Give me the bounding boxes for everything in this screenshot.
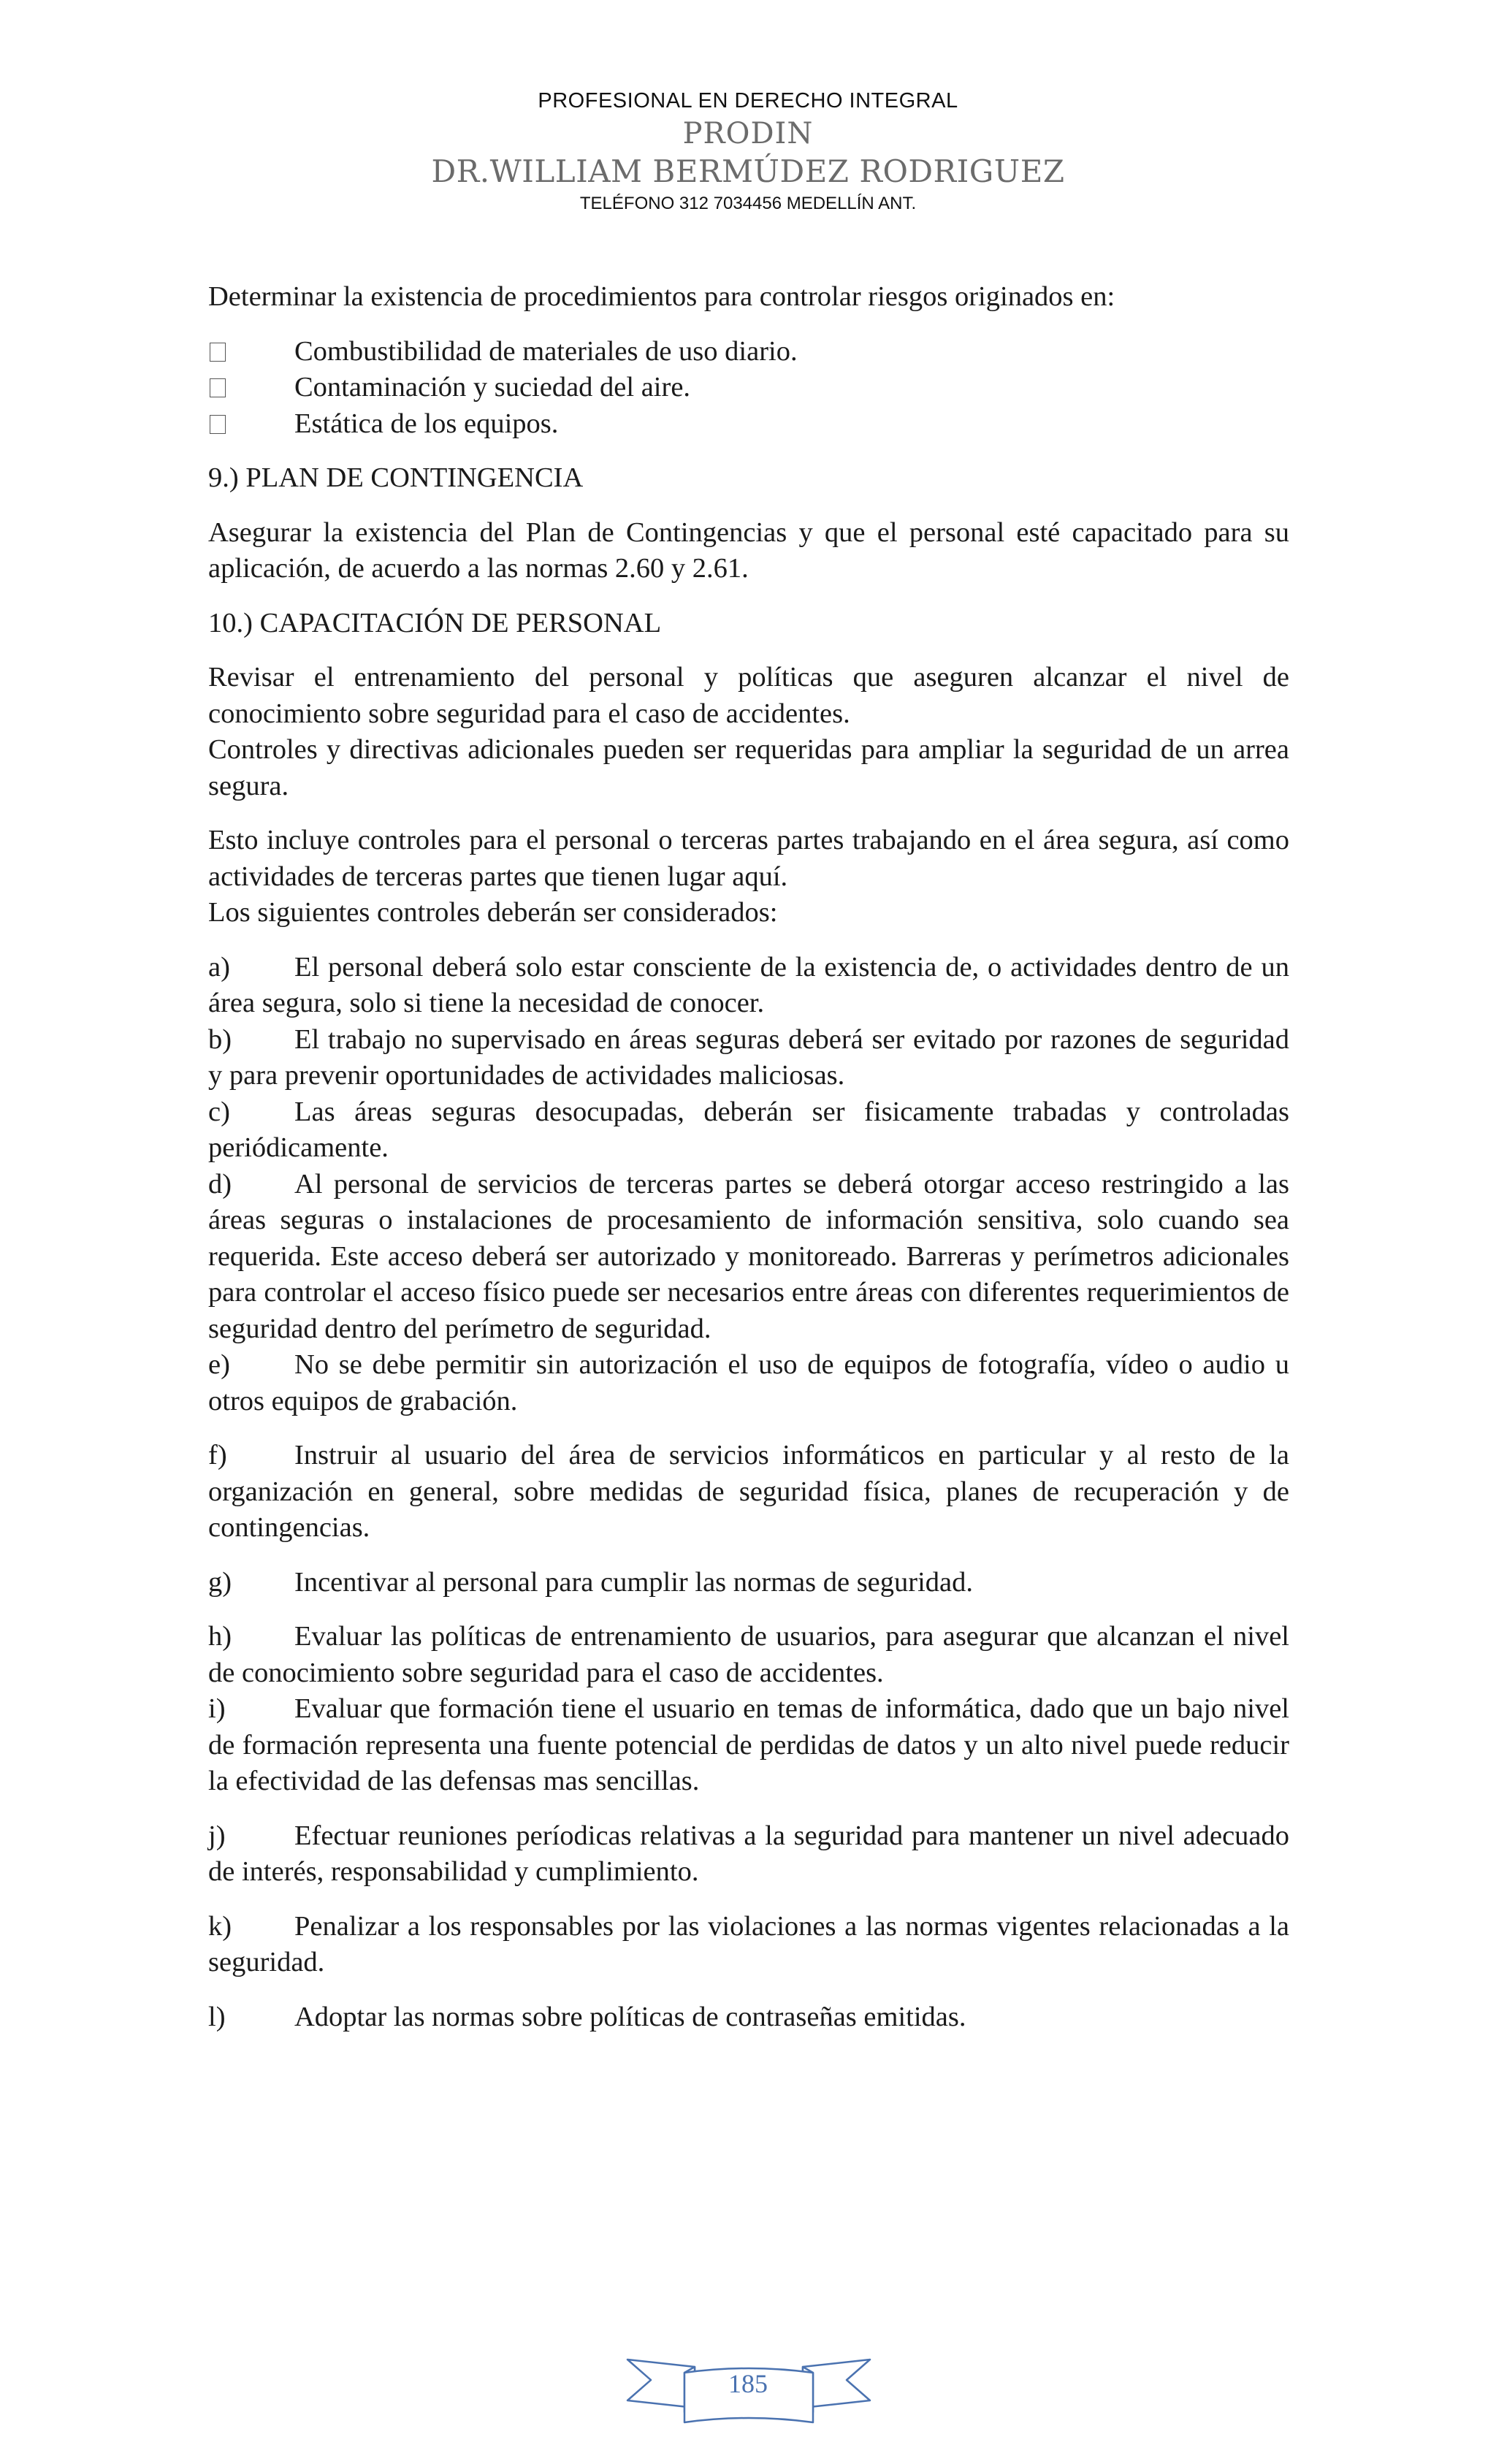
item-text: Evaluar las políticas de entrenamiento de usuarios, para asegurar que alcanzan el nivel de conocimiento sobre seguridad para el caso de accidentes. [208, 1621, 1289, 1688]
item-text: Efectuar reuniones períodicas relativas a la seguridad para mantener un nivel adecuado de interés, responsabilidad y cumplimiento. [208, 1820, 1289, 1887]
bullet-text: Estática de los equipos. [294, 408, 559, 439]
item-label: b) [208, 1023, 232, 1055]
item-label: i) [208, 1693, 226, 1724]
list-item-f [208, 1438, 1289, 1546]
list-item-c [208, 1094, 1289, 1167]
list-item-g [208, 1565, 1289, 1601]
list-item-d [208, 1167, 1289, 1348]
checkbox-bullet-icon [210, 415, 226, 434]
list-item-k [208, 1909, 1289, 1981]
section-10-heading: 10.) CAPACITACIÓN DE PERSONAL [208, 607, 662, 638]
page-number: 185 [728, 2369, 768, 2398]
bullet-item [208, 370, 1289, 406]
item-label: k) [208, 1910, 232, 1942]
list-item-h [208, 1619, 1289, 1691]
item-label: l) [208, 2001, 226, 2032]
bullet-text: Contaminación y suciedad del aire. [294, 372, 691, 403]
bullet-text: Combustibilidad de materiales de uso diario. [294, 335, 798, 367]
header-author: DR.WILLIAM BERMÚDEZ RODRIGUEZ [431, 153, 1065, 189]
checkbox-bullet-icon [210, 343, 226, 362]
header-firm-name: PROFESIONAL EN DERECHO INTEGRAL [538, 89, 958, 112]
item-text: El personal deberá solo estar consciente de la existencia de, o actividades dentro de un área segura, solo si tiene la necesidad de conocer. [208, 951, 1289, 1018]
item-text: Adoptar las normas sobre políticas de contraseñas emitidas. [294, 2001, 966, 2032]
item-label: f) [208, 1440, 227, 1471]
section-10-paragraph-4: Los siguientes controles deberán ser considerados: [208, 897, 778, 928]
page-header [0, 86, 1496, 216]
intro-paragraph: Determinar la existencia de procedimientos para controlar riesgos originados en: [208, 281, 1115, 312]
item-label: a) [208, 951, 230, 983]
section-10-paragraph-1: Revisar el entrenamiento del personal y políticas que aseguren alcanzar el nivel de conocimiento sobre seguridad para el caso de accidentes. [208, 662, 1289, 729]
item-text: No se debe permitir sin autorización el uso de equipos de fotografía, vídeo o audio u otros equipos de grabación. [208, 1349, 1289, 1416]
item-label: g) [208, 1566, 232, 1598]
checkbox-bullet-icon [210, 378, 226, 397]
item-text: El trabajo no supervisado en áreas seguras deberá ser evitado por razones de seguridad y para prevenir oportunidades de actividades maliciosas. [208, 1023, 1289, 1091]
bullet-item [208, 334, 1289, 370]
list-item-e [208, 1347, 1289, 1419]
bullet-item [208, 406, 1289, 443]
item-label: e) [208, 1349, 230, 1380]
list-item-j [208, 1818, 1289, 1891]
list-item-a [208, 950, 1289, 1022]
section-9-text: Asegurar la existencia del Plan de Contingencias y que el personal esté capacitado para su aplicación, de acuerdo a las normas 2.60 y 2.61. [208, 516, 1289, 584]
item-label: c) [208, 1096, 230, 1127]
item-text: Evaluar que formación tiene el usuario en temas de informática, dado que un bajo nivel de formación representa una fuente potencial de perdidas de datos y un alto nivel puede reducir la efectividad de las defensas mas sencillas. [208, 1693, 1289, 1796]
item-label: h) [208, 1621, 232, 1652]
item-text: Incentivar al personal para cumplir las normas de seguridad. [294, 1566, 974, 1598]
item-text: Al personal de servicios de terceras partes se deberá otorgar acceso restringido a las áreas seguras o instalaciones de procesamiento de información sensitiva, solo cuando sea requerida. Este acceso deberá ser autorizado y monitoreado. Barreras y perímetros adicionales para controlar el acceso físico puede ser necesarios entre áreas con diferentes requerimientos de seguridad dentro del perímetro de seguridad. [208, 1168, 1289, 1344]
item-label: j) [208, 1820, 226, 1851]
section-9-heading: 9.) PLAN DE CONTINGENCIA [208, 462, 584, 493]
item-text: Penalizar a los responsables por las violaciones a las normas vigentes relacionadas a la seguridad. [208, 1910, 1289, 1977]
header-acronym: PRODIN [682, 117, 814, 150]
list-item-b [208, 1022, 1289, 1094]
document-body [208, 279, 1289, 2035]
section-10-paragraph-2: Controles y directivas adicionales pueden ser requeridas para ampliar la seguridad de un arrea segura. [208, 734, 1289, 801]
section-10-paragraph-3: Esto incluye controles para el personal o terceras partes trabajando en el área segura, así como actividades de terceras partes que tienen lugar aquí. [208, 825, 1289, 892]
item-text: Instruir al usuario del área de servicios informáticos en particular y al resto de la organización en general, sobre medidas de seguridad física, planes de recuperación y de contingencias. [208, 1440, 1289, 1543]
item-text: Las áreas seguras desocupadas, deberán ser fisicamente trabadas y controladas periódicamente. [208, 1096, 1289, 1163]
list-item-l [208, 1999, 1289, 2036]
header-phone: TELÉFONO 312 7034456 MEDELLÍN ANT. [579, 194, 917, 213]
list-item-i [208, 1691, 1289, 1800]
item-label: d) [208, 1168, 232, 1199]
